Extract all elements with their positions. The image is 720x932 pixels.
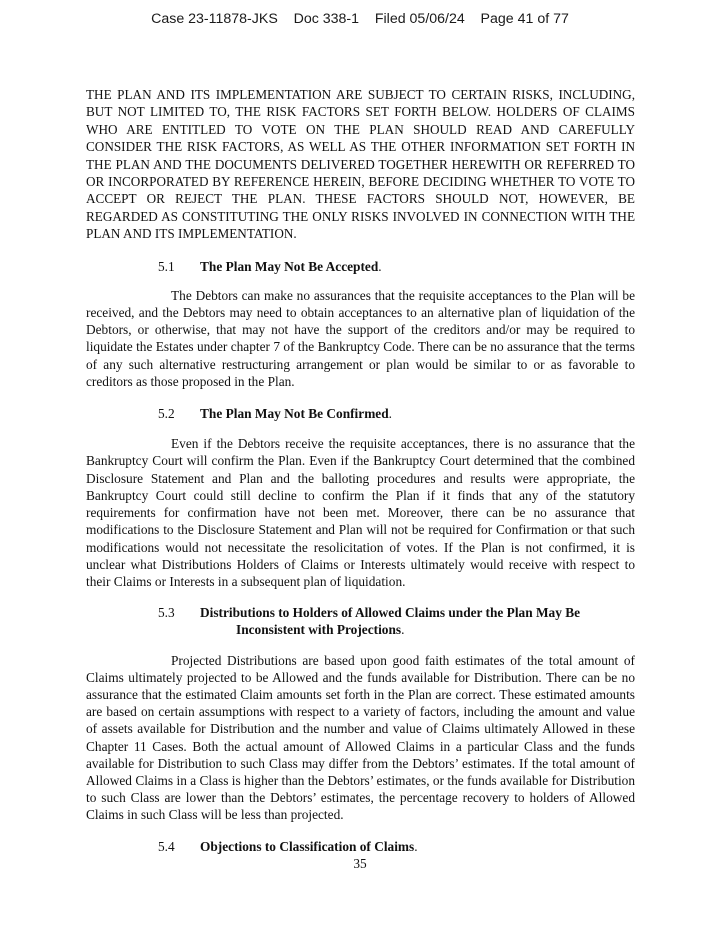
- section-body-5-3: Projected Distributions are based upon good faith estimates of the total amount of Claims ultimately projected to be Allowed and the funds available for Distribution. There can be no assurance that the estimated Claim amounts set forth in the Plan are correct. These estimated amounts are based on certain assumptions with respect to a variety of factors, including the amount and value of assets available for Distribution and the number and value of Claims ultimately Allowed in these Chapter 11 Cases. Both the actual amount of Allowed Claims in a particular Class and the funds available for Distribution to such Class may differ from the Debtors’ estimates. If the total amount of Allowed Claims in a Class is higher than the Debtors’ estimates, or the funds available for Distribution to such Class are lower than the Debtors’ estimates, the percentage recovery to holders of Allowed Claims in such Class will be less than projected.: [86, 652, 635, 823]
- section-number: 5.3: [158, 605, 175, 621]
- section-title-line-2: Inconsistent with Projections: [236, 622, 402, 638]
- section-number: 5.4: [158, 838, 175, 854]
- section-title: Objections to Classification of Claims: [200, 838, 415, 854]
- section-number: 5.2: [158, 406, 175, 422]
- section-title-line-1: Distributions to Holders of Allowed Claims under the Plan May Be: [200, 605, 581, 621]
- section-heading-5-4: 5.4 Objections to Classification of Claims.: [158, 838, 418, 854]
- case-number: Case 23-11878-JKS: [151, 11, 278, 27]
- section-heading-5-2: 5.2 The Plan May Not Be Confirmed.: [158, 406, 392, 422]
- document-body: [86, 86, 635, 855]
- page-number: 35: [353, 856, 367, 871]
- section-heading-5-1: 5.1 The Plan May Not Be Accepted.: [158, 258, 382, 274]
- section-body-5-1: The Debtors can make no assurances that the requisite acceptances to the Plan will be received, and the Debtors may need to obtain acceptances to an alternative plan of liquidation of the Debtors, or otherwise, that may not have the support of the creditors and/or may be required to liquidate the Estates under chapter 7 of the Bankruptcy Code. There can be no assurance that the terms of any such alternative restructuring arrangement or plan would be similar to or as favorable to creditors as those proposed in the Plan.: [86, 287, 635, 389]
- section-title: The Plan May Not Be Accepted: [200, 258, 379, 274]
- filed-date: Filed 05/06/24: [374, 11, 465, 27]
- section-body-5-2: Even if the Debtors receive the requisite acceptances, there is no assurance that the Bankruptcy Court will confirm the Plan. Even if the Bankruptcy Court determined that the combined Disclosure Statement and Plan and the balloting procedures and results were appropriate, the Bankruptcy Court could still decline to confirm the Plan if it finds that any of the statutory requirements for confirmation have not been met. Moreover, there can be no assurance that modifications to the Disclosure Statement and Plan will not be required for Confirmation or that such modifications would not necessitate the resolicitation of votes. If the Plan is not confirmed, it is unclear what Distributions Holders of Claims or Interests ultimately would receive with respect to their Claims or Interests in a subsequent plan of liquidation.: [86, 436, 635, 589]
- court-filing-header: [0, 11, 720, 27]
- section-heading-5-3: 5.3 Distributions to Holders of Allowed Claims under the Plan May Be Inconsistent with Projections.: [158, 605, 581, 638]
- section-number: 5.1: [158, 258, 175, 274]
- doc-number: Doc 338-1: [293, 11, 360, 27]
- risk-intro-paragraph: THE PLAN AND ITS IMPLEMENTATION ARE SUBJECT TO CERTAIN RISKS, INCLUDING, BUT NOT LIMITED TO, THE RISK FACTORS SET FORTH BELOW. HOLDERS OF CLAIMS WHO ARE ENTITLED TO VOTE ON THE PLAN SHOULD READ AND CAREFULLY CONSIDER THE RISK FACTORS, AS WELL AS THE OTHER INFORMATION SET FORTH IN THE PLAN AND THE DOCUMENTS DELIVERED TOGETHER HEREWITH OR REFERRED TO OR INCORPORATED BY REFERENCE HEREIN, BEFORE DECIDING WHETHER TO VOTE TO ACCEPT OR REJECT THE PLAN. THESE FACTORS SHOULD NOT, HOWEVER, BE REGARDED AS CONSTITUTING THE ONLY RISKS INVOLVED IN CONNECTION WITH THE PLAN AND ITS IMPLEMENTATION.: [86, 87, 635, 242]
- section-title: The Plan May Not Be Confirmed: [200, 406, 389, 422]
- page-of: Page 41 of 77: [480, 11, 569, 27]
